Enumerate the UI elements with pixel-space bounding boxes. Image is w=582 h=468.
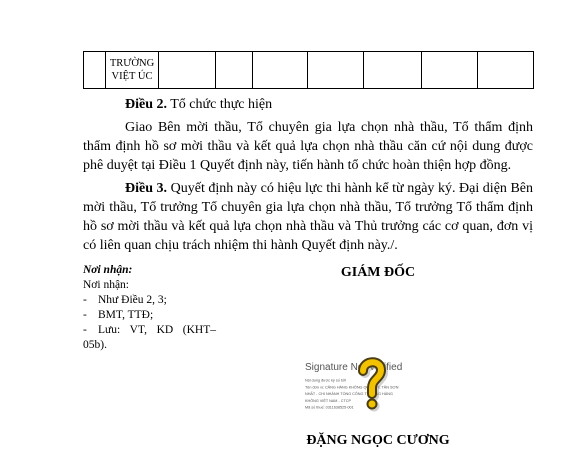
- table-cell: [216, 52, 253, 88]
- decision-body: [83, 95, 533, 255]
- signature-detail-line: KHÔNG VIỆT NAM - CTCP: [305, 398, 351, 403]
- signature-details: [305, 377, 405, 411]
- article-2-text: Giao Bên mời thầu, Tổ chuyên gia lựa chọn nhà thầu, Tổ thẩm định thẩm định hồ sơ mời thầu và kết quả lựa chọn nhà thầu căn cứ nội dung được phê duyệt tại Điều 1 Quyết định này, tiến hành tổ chức hoàn thiện hợp đồng.: [83, 120, 533, 173]
- signature-detail-line: NHẤT - CHI NHÁNH TỔNG CÔNG TY CẢNG HÀNG: [305, 391, 393, 397]
- table-cell-line: VIỆT ÚC: [111, 71, 153, 82]
- article-2-heading: [83, 95, 533, 114]
- table-cell: [253, 52, 308, 88]
- list-item: [83, 323, 216, 353]
- recipients-subheading: Nơi nhận:: [83, 279, 130, 291]
- recipients-heading: Nơi nhận:: [83, 264, 133, 276]
- signer-name: ĐẶNG NGỌC CƯƠNG: [306, 433, 450, 448]
- signature-detail-line: Mã số thuế: 0311638525-001: [305, 405, 354, 410]
- article-3-label: Điều 3.: [125, 181, 168, 196]
- list-bullet: -: [83, 309, 87, 321]
- signature-detail-line: Nội dung được ký số bởi: [305, 378, 347, 383]
- table-cell: [84, 52, 106, 88]
- table-cell: [478, 52, 534, 88]
- article-2-body: [83, 118, 533, 175]
- list-item-text: Lưu: VT, KD (KHT–05b).: [83, 324, 216, 351]
- table-cell-unit: [106, 52, 159, 88]
- table-cell: [422, 52, 478, 88]
- list-item-text: BMT, TTĐ;: [98, 309, 154, 321]
- list-bullet: -: [83, 294, 87, 306]
- list-bullet: -: [83, 324, 87, 336]
- table-cell-line: TRƯỜNG: [109, 58, 155, 69]
- table-cell: [308, 52, 364, 88]
- question-mark-icon[interactable]: [356, 354, 390, 414]
- table-cell: [159, 52, 216, 88]
- list-item: [83, 308, 216, 323]
- table-row: [83, 51, 534, 89]
- article-3: [83, 179, 533, 255]
- article-3-text: Quyết định này có hiệu lực thi hành kể từ ngày ký. Đại diện Bên mời thầu, Tổ trưởng Tổ chuyên gia lựa chọn nhà thầu, Tổ trưởng Tổ thẩm định hồ sơ mời thầu và kết quả lựa chọn nhà thầu và Thủ trưởng các cơ quan, đơn vị có liên quan chịu trách nhiệm thi hành Quyết định này./.: [83, 181, 534, 253]
- signature-detail-line: Tên đơn vị: CẢNG HÀNG KHÔNG QUỐC TẾ TÂN SƠN: [305, 384, 399, 390]
- list-item-text: Như Điều 2, 3;: [98, 294, 167, 306]
- table-cell: [364, 52, 422, 88]
- signature-status: Signature Not Verified: [305, 362, 403, 373]
- article-2-label: Điều 2.: [125, 97, 167, 112]
- signer-title: GIÁM ĐỐC: [340, 265, 416, 280]
- article-2-title: Tổ chức thực hiện: [170, 97, 273, 112]
- recipients-block: [83, 263, 216, 353]
- list-item: [83, 293, 216, 308]
